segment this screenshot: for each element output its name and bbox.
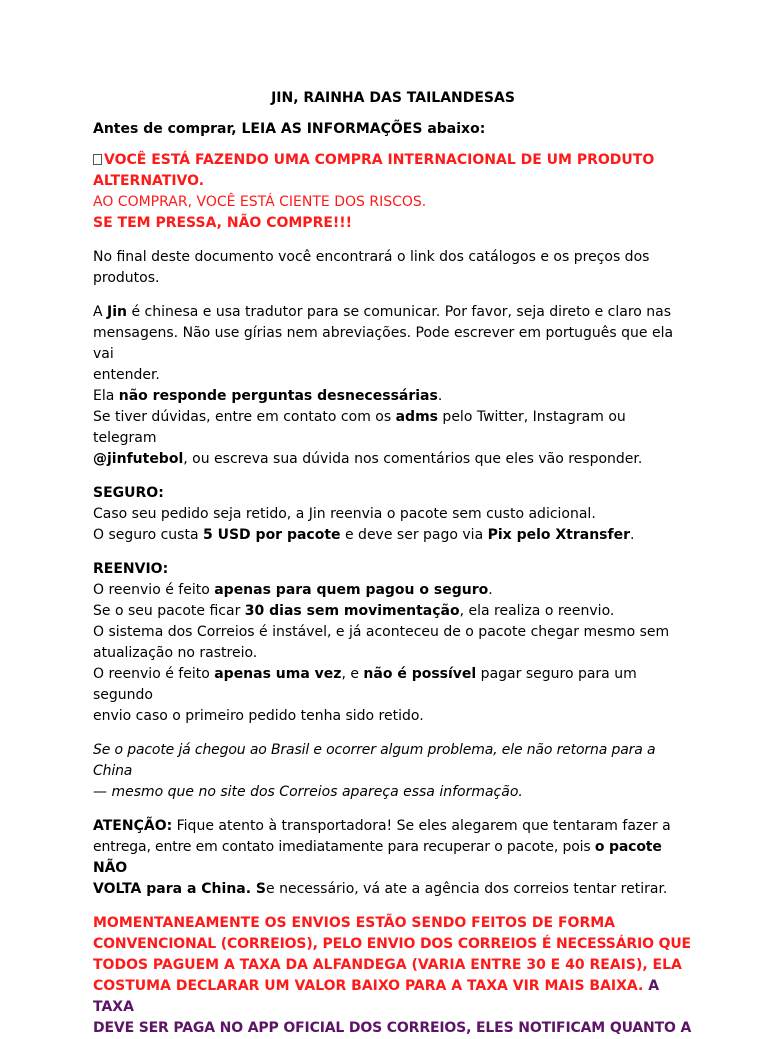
shipping-notice <box>93 913 693 1039</box>
paragraph-line: envio caso o primeiro pedido tenha sido retido. <box>93 708 424 724</box>
reenvio-section <box>93 559 693 727</box>
warning-line: ALTERNATIVO. <box>93 173 205 189</box>
notice-line: TODOS PAGUEM A TAXA DA ALFANDEGA (VARIA ENTRE 30 E 40 REAIS), ELA <box>93 957 682 973</box>
about-section <box>93 302 693 470</box>
warning-icon <box>93 154 102 165</box>
paragraph-line: entrega, entre em contato imediatamente para recuperar o pacote, pois o pacote NÃO <box>93 839 662 876</box>
notice-line: CONVENCIONAL (CORREIOS), PELO ENVIO DOS CORREIOS É NECESSÁRIO QUE <box>93 936 691 952</box>
seguro-section <box>93 483 693 546</box>
italic-note <box>93 740 693 803</box>
paragraph-line: No final deste documento você encontrará o link dos catálogos e os preços dos <box>93 249 650 265</box>
atencao-label: ATENÇÃO: <box>93 818 173 834</box>
paragraph-line: entender. <box>93 367 160 383</box>
paragraph-line: @jinfutebol, ou escreva sua dúvida nos comentários que eles vão responder. <box>93 451 643 467</box>
paragraph-line: Se o pacote já chegou ao Brasil e ocorrer algum problema, ele não retorna para a China <box>93 742 656 779</box>
paragraph-line: ATENÇÃO: Fique atento à transportadora! Se eles alegarem que tentaram fazer a <box>93 818 671 834</box>
atencao-section <box>93 816 693 900</box>
paragraph-line: O reenvio é feito apenas uma vez, e não é possível pagar seguro para um segundo <box>93 666 637 703</box>
catalog-note <box>93 247 693 289</box>
warning-line: SE TEM PRESSA, NÃO COMPRE!!! <box>93 215 353 231</box>
section-heading: REENVIO: <box>93 561 169 577</box>
paragraph-line: — mesmo que no site dos Correios apareça essa informação. <box>93 784 523 800</box>
paragraph-line: O seguro custa 5 USD por pacote e deve ser pago via Pix pelo Xtransfer. <box>93 527 635 543</box>
paragraph-line: Caso seu pedido seja retido, a Jin reenvia o pacote sem custo adicional. <box>93 506 596 522</box>
intro-line: Antes de comprar, LEIA AS INFORMAÇÕES abaixo: <box>93 121 486 137</box>
document-title: JIN, RAINHA DAS TAILANDESAS <box>271 90 515 106</box>
section-heading: SEGURO: <box>93 485 164 501</box>
paragraph-line: Se tiver dúvidas, entre em contato com os adms pelo Twitter, Instagram ou telegram <box>93 409 626 446</box>
warning-block <box>93 150 693 234</box>
paragraph-line: O reenvio é feito apenas para quem pagou o seguro. <box>93 582 493 598</box>
paragraph-line: produtos. <box>93 270 160 286</box>
paragraph-line: A Jin é chinesa e usa tradutor para se comunicar. Por favor, seja direto e claro nas <box>93 304 672 320</box>
paragraph-line: Se o seu pacote ficar 30 dias sem movimentação, ela realiza o reenvio. <box>93 603 615 619</box>
warning-line: VOCÊ ESTÁ FAZENDO UMA COMPRA INTERNACIONAL DE UM PRODUTO <box>104 152 655 168</box>
paragraph-line: VOLTA para a China. Se necessário, vá ate a agência dos correios tentar retirar. <box>93 881 668 897</box>
notice-line: COSTUMA DECLARAR UM VALOR BAIXO PARA A TAXA VIR MAIS BAIXA. A TAXA <box>93 978 660 1015</box>
paragraph-line: mensagens. Não use gírias nem abreviações. Pode escrever em português que ela vai <box>93 325 674 362</box>
warning-line: AO COMPRAR, VOCÊ ESTÁ CIENTE DOS RISCOS. <box>93 194 427 210</box>
document-body <box>93 88 693 1039</box>
telegram-handle: @jinfutebol <box>93 451 184 467</box>
notice-line: MOMENTANEAMENTE OS ENVIOS ESTÃO SENDO FEITOS DE FORMA <box>93 915 615 931</box>
paragraph-line: O sistema dos Correios é instável, e já aconteceu de o pacote chegar mesmo sem <box>93 624 670 640</box>
paragraph-line: Ela não responde perguntas desnecessárias. <box>93 388 443 404</box>
notice-line: DEVE SER PAGA NO APP OFICIAL DOS CORREIOS, ELES NOTIFICAM QUANTO A <box>93 1020 692 1036</box>
paragraph-line: atualização no rastreio. <box>93 645 258 661</box>
